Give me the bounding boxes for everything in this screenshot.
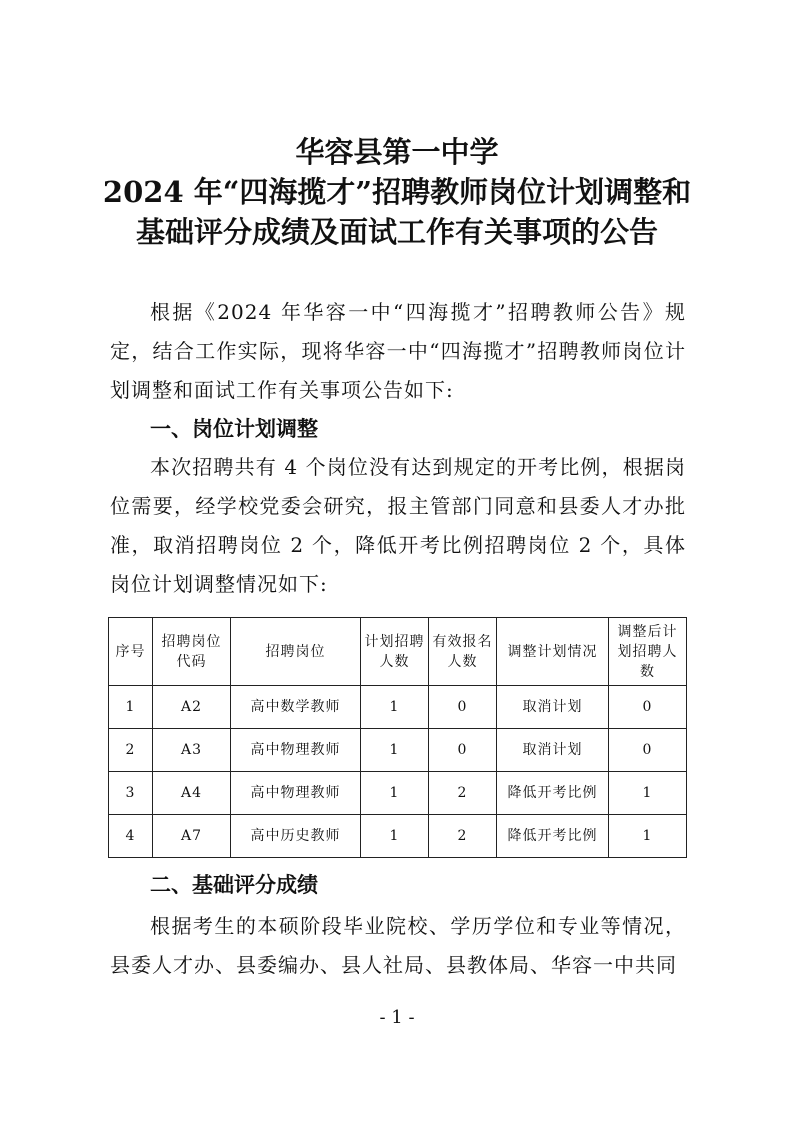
position-adjustment-table: [108, 617, 687, 858]
cell-position-code: A7: [153, 815, 231, 858]
table-row: [109, 772, 687, 815]
cell-planned-count: 1: [361, 772, 429, 815]
cell-position: 高中数学教师: [231, 686, 361, 729]
section-1-body: 本次招聘共有 4 个岗位没有达到规定的开考比例，根据岗位需要，经学校党委会研究，报主管部门同意和县委人才办批准，取消招聘岗位 2 个，降低开考比例招聘岗位 2 个，具体岗位计划调整情况如下:: [110, 455, 686, 596]
cell-adjusted-count: 1: [609, 815, 687, 858]
cell-valid-applicants: 0: [429, 686, 497, 729]
cell-adjusted-count: 1: [609, 772, 687, 815]
table-row: [109, 686, 687, 729]
section-2-body: 根据考生的本硕阶段毕业院校、学历学位和专业等情况，县委人才办、县委编办、县人社局、县教体局、华容一中共同: [110, 914, 686, 977]
table-row: [109, 729, 687, 772]
section-2-heading: 二、基础评分成绩: [150, 873, 318, 897]
header-planned-count: 计划招聘人数: [361, 618, 429, 686]
cell-valid-applicants: 2: [429, 772, 497, 815]
header-adjusted-count: 调整后计划招聘人数: [609, 618, 687, 686]
cell-adjustment: 降低开考比例: [497, 815, 609, 858]
cell-position-code: A3: [153, 729, 231, 772]
cell-valid-applicants: 2: [429, 815, 497, 858]
title-line-1: 华容县第一中学: [295, 135, 499, 169]
cell-adjusted-count: 0: [609, 686, 687, 729]
cell-adjusted-count: 0: [609, 729, 687, 772]
cell-serial: 4: [109, 815, 153, 858]
title-line-2: 2024 年“四海揽才”招聘教师岗位计划调整和: [102, 175, 692, 209]
header-position-code: 招聘岗位代码: [153, 618, 231, 686]
header-serial: 序号: [109, 618, 153, 686]
cell-position-code: A2: [153, 686, 231, 729]
section-1-heading: 一、岗位计划调整: [150, 417, 318, 441]
cell-adjustment: 降低开考比例: [497, 772, 609, 815]
cell-serial: 2: [109, 729, 153, 772]
cell-planned-count: 1: [361, 729, 429, 772]
cell-serial: 1: [109, 686, 153, 729]
cell-adjustment: 取消计划: [497, 686, 609, 729]
header-adjustment: 调整计划情况: [497, 618, 609, 686]
header-valid-applicants: 有效报名人数: [429, 618, 497, 686]
cell-position: 高中物理教师: [231, 729, 361, 772]
cell-position-code: A4: [153, 772, 231, 815]
cell-planned-count: 1: [361, 686, 429, 729]
cell-position: 高中物理教师: [231, 772, 361, 815]
cell-planned-count: 1: [361, 815, 429, 858]
intro-paragraph: 根据《2024 年华容一中“四海揽才”招聘教师公告》规定，结合工作实际，现将华容一中“四海揽才”招聘教师岗位计划调整和面试工作有关事项公告如下:: [110, 300, 686, 402]
cell-serial: 3: [109, 772, 153, 815]
cell-adjustment: 取消计划: [497, 729, 609, 772]
page-number: - 1 -: [379, 1007, 415, 1028]
cell-valid-applicants: 0: [429, 729, 497, 772]
header-position: 招聘岗位: [231, 618, 361, 686]
title-line-3: 基础评分成绩及面试工作有关事项的公告: [135, 215, 658, 249]
cell-position: 高中历史教师: [231, 815, 361, 858]
table-row: [109, 815, 687, 858]
table-header-row: [109, 618, 687, 686]
